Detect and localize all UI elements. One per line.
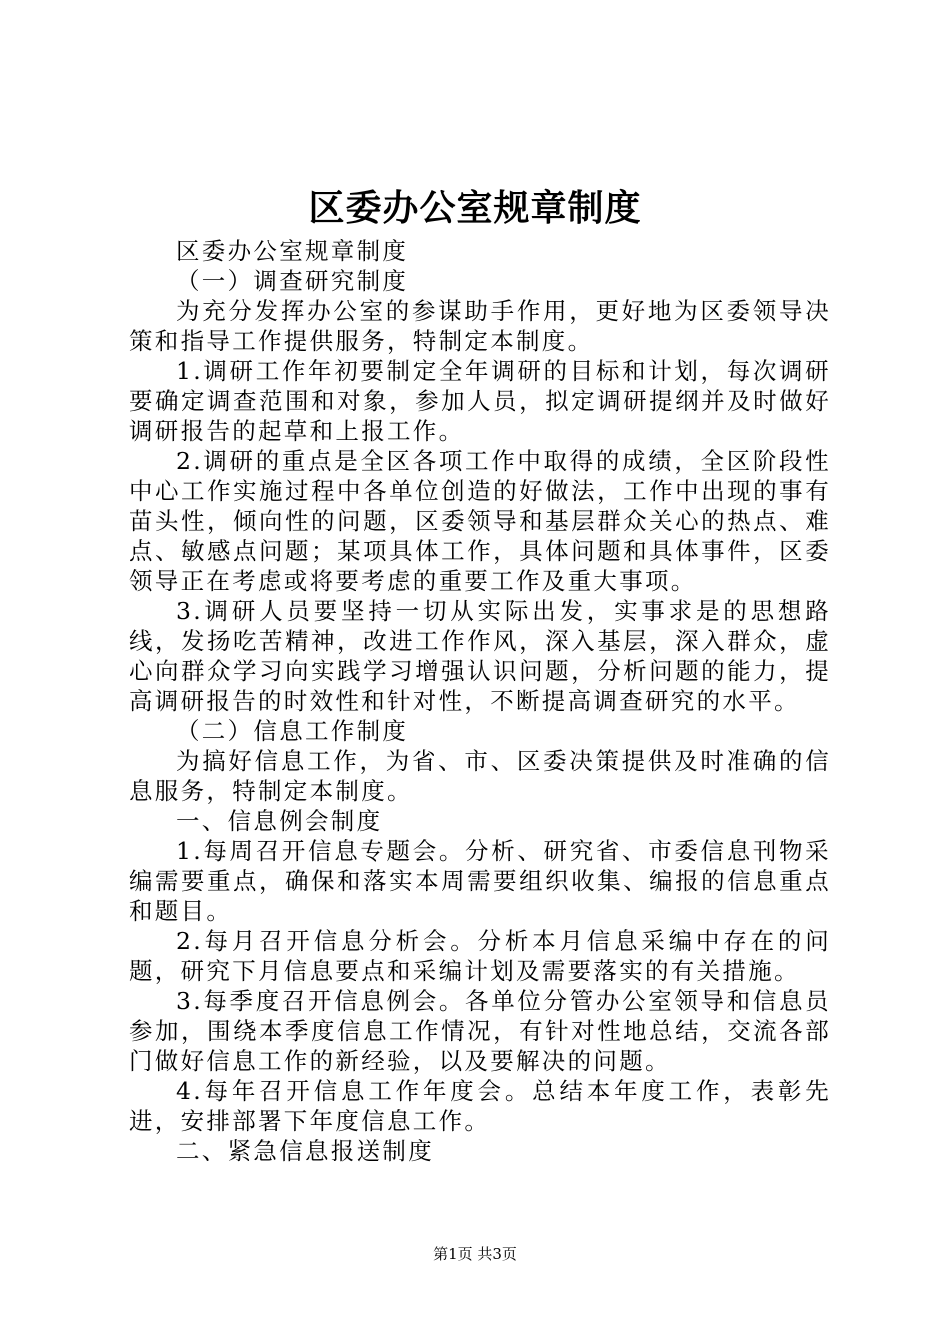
paragraph-research-intro: 为充分发挥办公室的参谋助手作用，更好地为区委领导决策和指导工作提供服务，特制定本制度。 — [129, 297, 831, 355]
paragraph-meeting-item-1: 1.每周召开信息专题会。分析、研究省、市委信息刊物采编需要重点，确保和落实本周需要组织收集、编报的信息重点和题目。 — [129, 837, 831, 925]
paragraph-doc-name: 区委办公室规章制度 — [176, 237, 409, 265]
section-heading-information: （二）信息工作制度 — [176, 717, 409, 745]
page-title: 区委办公室规章制度 — [308, 187, 642, 229]
paragraph-meeting-item-2: 2.每月召开信息分析会。分析本月信息采编中存在的问题，研究下月信息要点和采编计划及需要落实的有关措施。 — [129, 927, 831, 985]
paragraph-meeting-item-3: 3.每季度召开信息例会。各单位分管办公室领导和信息员参加，围绕本季度信息工作情况，有针对性地总结，交流各部门做好信息工作的新经验，以及要解决的问题。 — [129, 987, 831, 1075]
paragraph-meeting-item-4: 4.每年召开信息工作年度会。总结本年度工作，表彰先进，安排部署下年度信息工作。 — [129, 1077, 831, 1135]
page-footer: 第1页 共3页 — [433, 1245, 517, 1263]
subheading-information-meetings: 一、信息例会制度 — [176, 807, 383, 835]
paragraph-research-item-3: 3.调研人员要坚持一切从实际出发，实事求是的思想路线，发扬吃苦精神，改进工作作风，深入基层，深入群众，虚心向群众学习向实践学习增强认识问题，分析问题的能力，提高调研报告的时效性和针对性，不断提高调查研究的水平。 — [129, 597, 831, 715]
section-heading-research: （一）调查研究制度 — [176, 267, 409, 295]
document-body — [129, 236, 831, 1166]
subheading-urgent-reporting: 二、紧急信息报送制度 — [176, 1137, 434, 1165]
paragraph-research-item-2: 2.调研的重点是全区各项工作中取得的成绩，全区阶段性中心工作实施过程中各单位创造的好做法，工作中出现的事有苗头性，倾向性的问题，区委领导和基层群众关心的热点、难点、敏感点问题；某项具体工作，具体问题和具体事件，区委领导正在考虑或将要考虑的重要工作及重大事项。 — [129, 447, 831, 595]
paragraph-information-intro: 为搞好信息工作，为省、市、区委决策提供及时准确的信息服务，特制定本制度。 — [129, 747, 831, 805]
paragraph-research-item-1: 1.调研工作年初要制定全年调研的目标和计划，每次调研要确定调查范围和对象，参加人员，拟定调研提纲并及时做好调研报告的起草和上报工作。 — [129, 357, 831, 445]
